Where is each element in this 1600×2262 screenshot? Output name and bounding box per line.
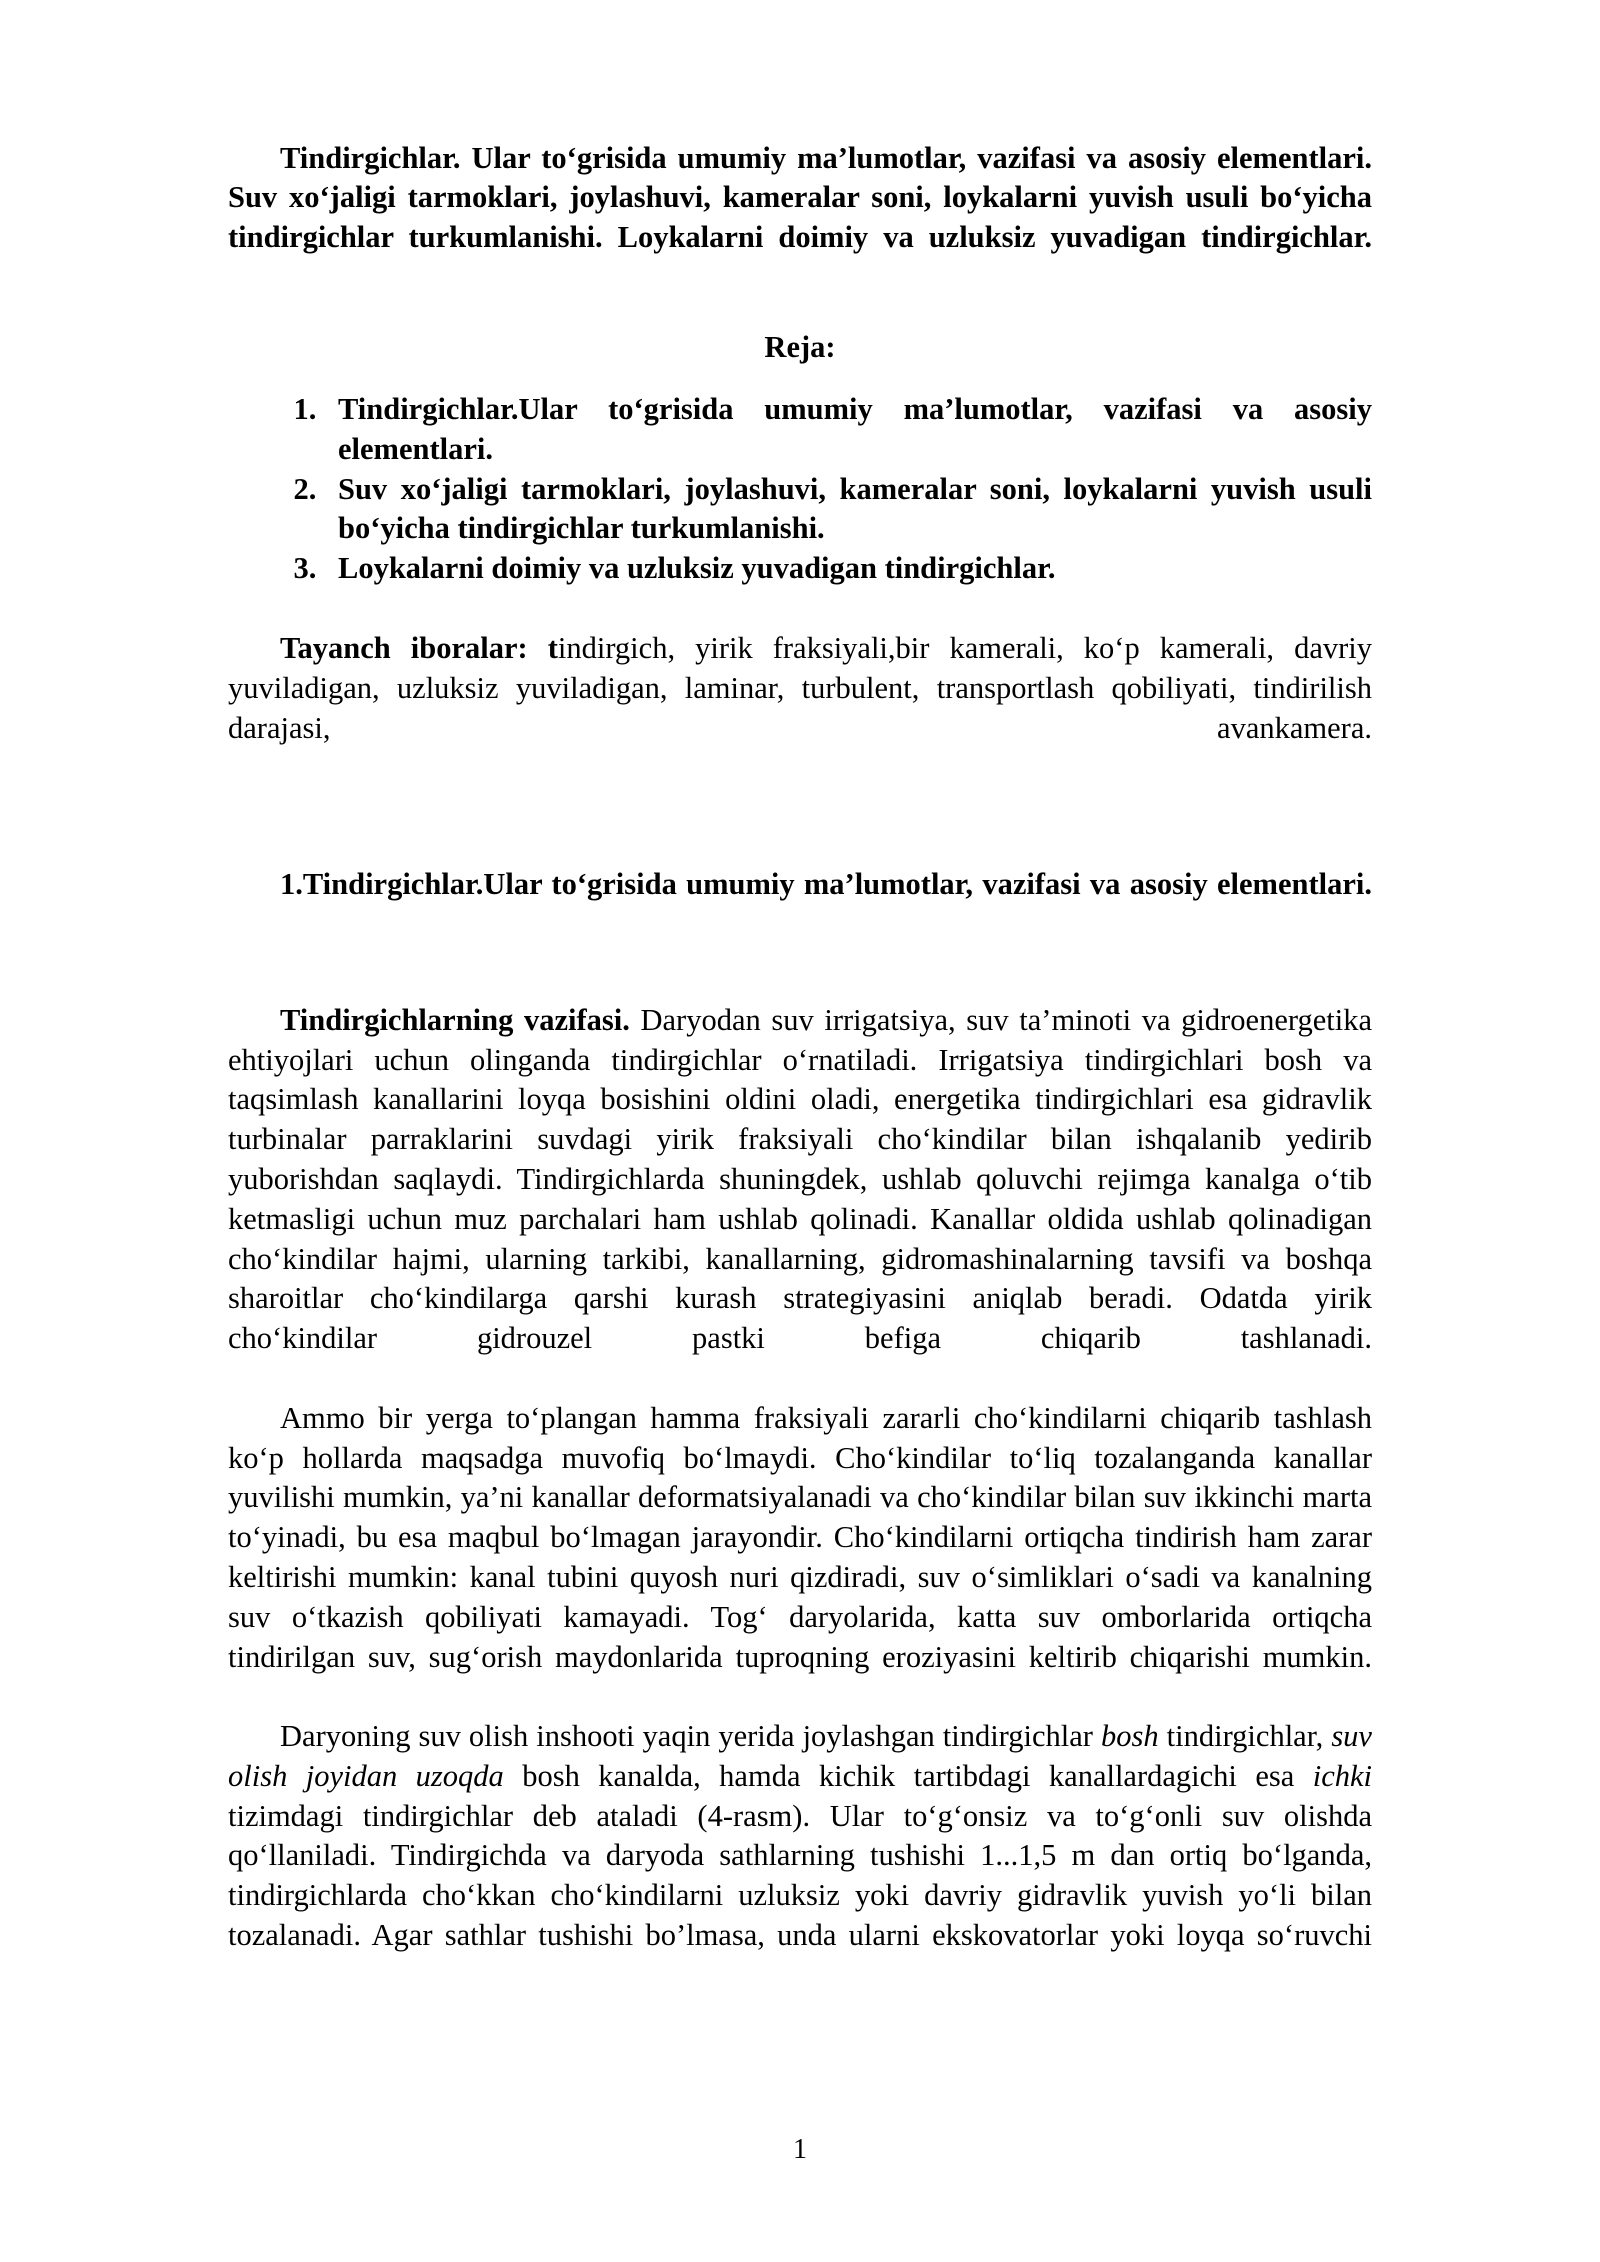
title-heading: Tindirgichlar. Ular to‘grisida umumiy ma’lumotlar, vazifasi va asosiy elementlari. Suv xo‘jaligi tarmoklari, joylashuvi, kameralar soni, loykalarni yuvish usuli bo‘yicha tindirgichlar turkumlanishi. Loykalarni doimiy va uzluksiz yuvadigan tindirgichlar. bbox=[228, 140, 1372, 255]
paragraph-1-lead: Tindirgichlarning vazifasi. bbox=[280, 1002, 630, 1037]
paragraph-1 bbox=[228, 1001, 1372, 1399]
paragraph-3-part-1: Daryoning suv olish inshooti yaqin yerida joylashgan tindirgichlar bbox=[280, 1719, 1101, 1754]
paragraph-3-italic-3: ichki bbox=[1312, 1758, 1372, 1793]
paragraph-3-part-4: tizimdagi tindirgichlar deb ataladi (4-rasm). Ular to‘g‘onsiz va to‘g‘onli suv olishda qo‘llaniladi. Tindirgichda va daryoda sathlarning tushishi 1...1,5 m dan ortiq bo‘lganda, tindirgichlarda cho‘kkan cho‘kindilarni uzluksiz yoki davriy gidravlik yuvish yo‘li bilan tozalanadi. Agar sathlar tushishi bo’lmasa, unda ularni ekskovatorlar yoki loyqa so‘ruvchi bbox=[228, 1798, 1372, 1953]
paragraph-1-text: Daryodan suv irrigatsiya, suv ta’minoti va gidroenergetika ehtiyojlari uchun olinganda tindirgichlar o‘rnatiladi. Irrigatsiya tindirgichlari bosh va taqsimlash kanallarini loyqa bosishini oldini oladi, energetika tindirgichlari esa gidravlik turbinalar parraklarini suvdagi yirik fraksiyali cho‘kindilar bilan ishqalanib yedirib yuborishdan saqlaydi. Tindirgichlarda shuningdek, ushlab qoluvchi rejimga kanalga o‘tib ketmasligi uchun muz parchalari ham ushlab qolinadi. Kanallar oldida ushlab qolinadigan cho‘kindilar hajmi, ularning tarkibi, kanallarning, gidromashinalarning tavsifi va boshqa sharoitlar cho‘kindilarga qarshi kurash strategiyasini aniqlab beradi. Odatda yirik cho‘kindilar gidrouzel pastki befiga chiqarib tashlanadi. bbox=[228, 1002, 1372, 1356]
paragraph-3-italic-1: bosh bbox=[1101, 1719, 1159, 1754]
paragraph-3 bbox=[228, 1717, 1372, 1996]
spacer bbox=[228, 788, 1372, 834]
keywords-paragraph bbox=[228, 629, 1372, 788]
section-heading-1: 1.Tindirgichlar.Ular to‘grisida umumiy ma’lumotlar, vazifasi va asosiy elementlari. bbox=[280, 866, 1372, 901]
list-item: 2. Suv xo‘jaligi tarmoklari, joylashuvi, kameralar soni, loykalarni yuvish usuli bo‘yicha tindirgichlar turkumlanishi. bbox=[324, 470, 1372, 550]
paragraph-2: Ammo bir yerga to‘plangan hamma fraksiyali zararli cho‘kindilarni chiqarib tashlash ko‘p hollarda maqsadga muvofiq bo‘lmaydi. Cho‘kindilar to‘liq tozalanganda kanallar yuvilishi mumkin, ya’ni kanallar deformatsiyalanadi va cho‘kindilar bilan suv ikkinchi marta to‘yinadi, bu esa maqbul bo‘lmagan jarayondir. Cho‘kindilarni ortiqcha tindirish ham zarar keltirishi mumkin: kanal tubini quyosh nuri qizdiradi, suv o‘simliklari o‘sadi va kanalning suv o‘tkazish qobiliyati kamayadi. Tog‘ daryolarida, katta suv omborlarida ortiqcha tindirilgan suv, sug‘orish maydonlarida tuproqning eroziyasini keltirib chiqarishi mumkin. bbox=[228, 1400, 1372, 1674]
reja-list bbox=[228, 390, 1372, 589]
list-item: 1. Tindirgichlar.Ular to‘grisida umumiy ma’lumotlar, vazifasi va asosiy elementlari. bbox=[324, 390, 1372, 470]
document-body bbox=[228, 139, 1372, 1996]
list-item: 3. Loykalarni doimiy va uzluksiz yuvadigan tindirgichlar. bbox=[324, 549, 1372, 589]
paragraph-3-italic-2: suv olish joyidan uzoqda bbox=[228, 1719, 1372, 1793]
keywords-text: indirgich, yirik fraksiyali,bir kamerali, ko‘p kamerali, davriy yuviladigan, uzluksiz yuviladigan, laminar, turbulent, transportlash qobiliyati, tindirilish darajasi, avankamera. bbox=[228, 630, 1372, 745]
keywords-label: Tayanch iboralar: t bbox=[280, 630, 558, 665]
paragraph-3-part-3: bosh kanalda, hamda kichik tartibdagi kanallardagichi esa bbox=[503, 1758, 1313, 1793]
paragraph-3-part-2: tindirgichlar, bbox=[1158, 1719, 1332, 1754]
reja-heading: Reja: bbox=[764, 330, 836, 365]
spacer bbox=[228, 975, 1372, 1001]
page-number: 1 bbox=[793, 2134, 807, 2165]
spacer bbox=[228, 589, 1372, 629]
